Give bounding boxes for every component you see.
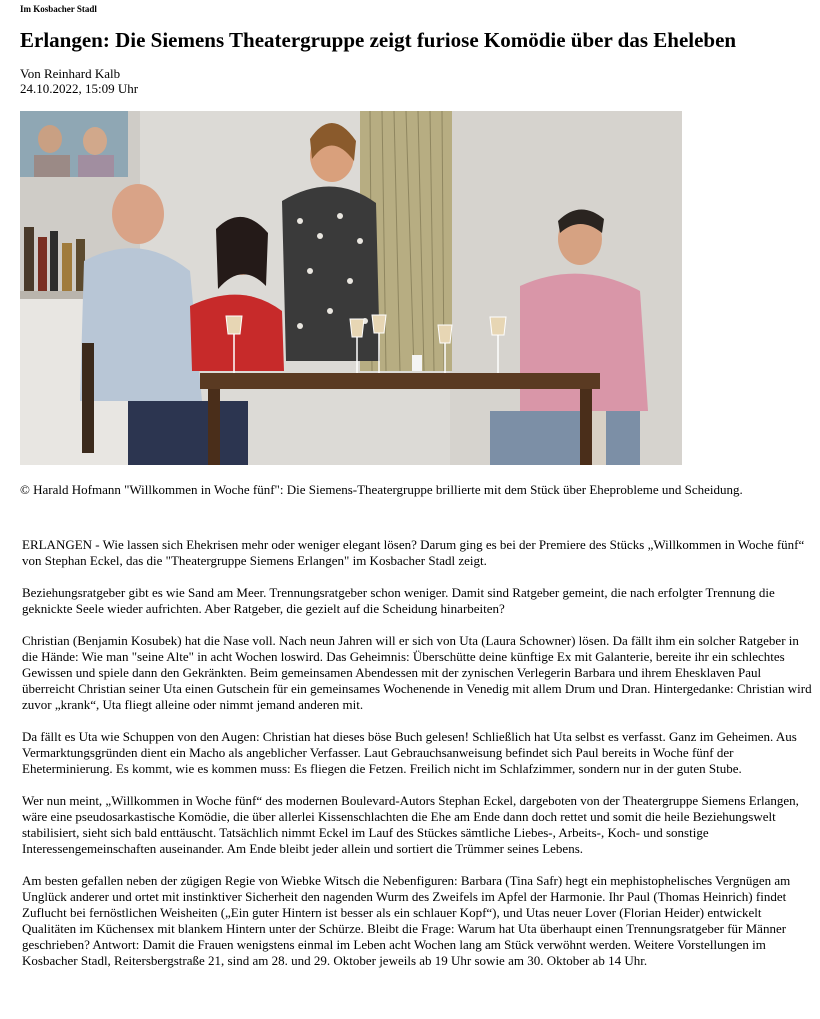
- photo-caption: © Harald Hofmann "Willkommen in Woche fünf": Die Siemens-Theatergruppe brillierte mit dem Stück über Eheprobleme und Scheidung.: [20, 482, 743, 497]
- article-photo: [20, 111, 682, 465]
- article-body: [22, 537, 812, 985]
- article-paragraph: Am besten gefallen neben der zügigen Regie von Wiebke Witsch die Nebenfiguren: Barbara (Tina Safr) hegt ein mephistophelisches Vergnügen am Unglück anderer und ortet mit instinktiver Sicherheit den nagenden Wurm des Zweifels im Apfel der Harmonie. Ihr Paul (Thomas Heinrich) findet Zuflucht bei fernöstlichen Weisheiten („Ein guter Hintern ist besser als ein schlauer Kopf“), und Utas neuer Lover (Florian Heider) entwickelt Qualitäten im Küchensex mit blankem Hintern unter der Schürze. Bleibt die Frage: Warum hat Uta überhaupt einen Trennungsratgeber für Männer geschrieben? Antwort: Damit die Frauen wenigstens einmal im Leben acht Wochen lang am Stück verwöhnt werden. Weitere Vorstellungen im Kosbacher Stadl, Reitersbergstraße 21, sind am 28. und 29. Oktober jeweils ab 19 Uhr sowie am 30. Oktober ab 14 Uhr.: [22, 873, 791, 968]
- kicker: Im Kosbacher Stadl: [20, 4, 97, 14]
- article-paragraph: Christian (Benjamin Kosubek) hat die Nase voll. Nach neun Jahren will er sich von Uta (Laura Schowner) lösen. Da fällt ihm ein solcher Ratgeber in die Hände: Wie man "seine Alte" in acht Wochen loswird. Das Geheimnis: Überschütte deine künftige Ex mit Galanterie, bereite ihr ein schlechtes Gewissen und spiele dann den Gekränkten. Beim gemeinsamen Abendessen mit der zynischen Verlegerin Barbara und ihrem Ehesklaven Paul überreicht Christian seiner Uta einen Gutschein für ein gemeinsames Wochenende in Venedig mit allem Drum und Dran. Hintergedanke: Christian wird zuvor „krank“, Uta fliegt alleine oder nimmt jemand anderen mit.: [22, 633, 812, 712]
- article-paragraph: Beziehungsratgeber gibt es wie Sand am Meer. Trennungsratgeber schon weniger. Damit sind Ratgeber gemeint, die nach erfolgter Trennung die geknickte Seele wieder aufrichten. Aber Ratgeber, die gezielt auf die Scheidung hinarbeiten?: [22, 585, 775, 616]
- article-paragraph: Da fällt es Uta wie Schuppen von den Augen: Christian hat dieses böse Buch gelesen! Schließlich hat Uta selbst es verfasst. Ganz im Geheimen. Aus Vermarktungsgründen dient ein Macho als angeblicher Verfasser. Laut Gebrauchsanweisung befindet sich Paul bereits in Woche fünf der Eheterminierung. Es kommt, wie es kommen muss: Es fliegen die Fetzen. Freilich nicht im Schlafzimmer, sondern nur in der guten Stube.: [22, 729, 797, 776]
- author: Von Reinhard Kalb: [20, 66, 121, 81]
- article-paragraph: Wer nun meint, „Willkommen in Woche fünf“ des modernen Boulevard-Autors Stephan Eckel, dargeboten von der Theatergruppe Siemens Erlangen, wäre eine pseudosarkastische Komödie, die über allerlei Kissenschlachten die Ehe am Ende dann doch rettet und somit die heile Beziehungswelt stabilisiert, sieht sich bald enttäuscht. Tatsächlich nimmt Eckel im Lauf des Stückes sämtliche Liebes-, Arbeits-, Koch- und sonstige Interessengemeinschaften auseinander. Am Ende bleibt jeder allein und sortiert die Trümmer seines Lebens.: [22, 793, 799, 856]
- publish-date: 24.10.2022, 15:09 Uhr: [20, 81, 139, 96]
- article-paragraph: ERLANGEN - Wie lassen sich Ehekrisen mehr oder weniger elegant lösen? Darum ging es bei der Premiere des Stücks „Willkommen in Woche fünf“ von Stephan Eckel, das die "Theatergruppe Siemens Erlangen" im Kosbacher Stadl zeigt.: [22, 537, 805, 568]
- byline: [20, 66, 138, 96]
- article-headline: Erlangen: Die Siemens Theatergruppe zeigt furiose Komödie über das Eheleben: [20, 28, 737, 52]
